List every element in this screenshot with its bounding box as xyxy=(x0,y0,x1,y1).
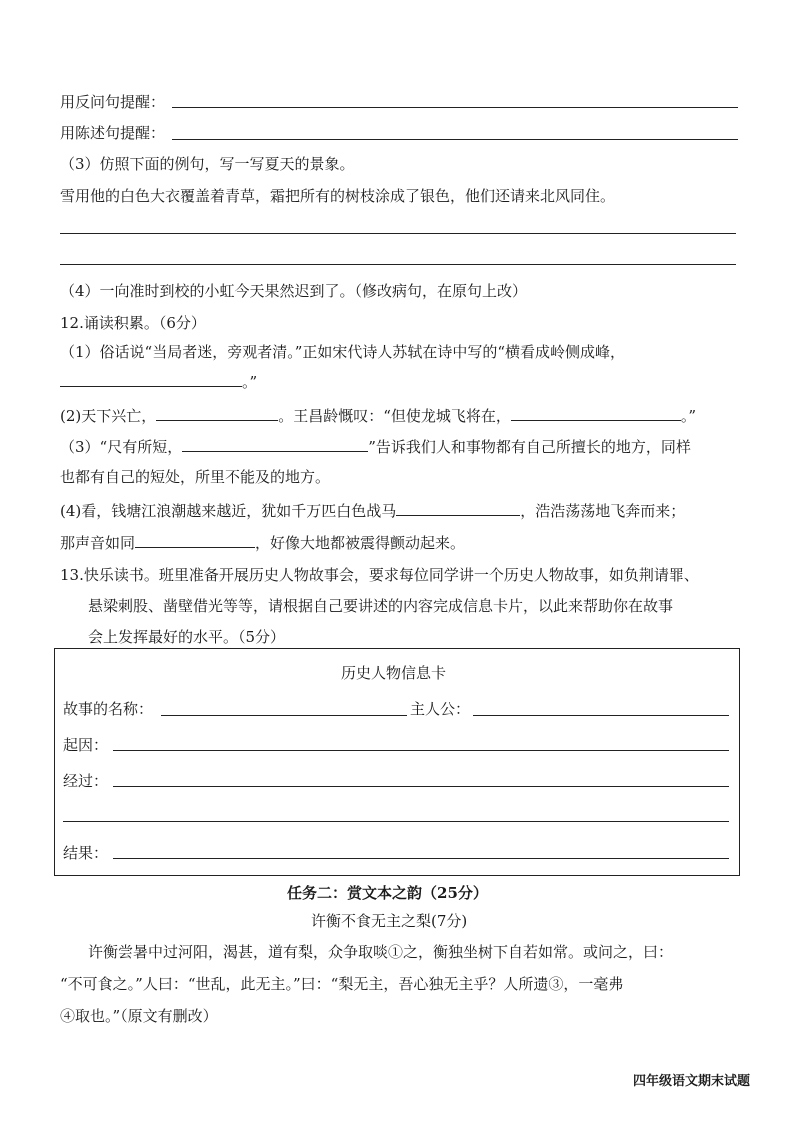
result-field[interactable] xyxy=(113,858,729,859)
task2-heading: 任务二：赏文本之韵（25分） xyxy=(287,884,488,902)
declarative-label: 用陈述句提醒： xyxy=(60,124,166,142)
fill-blank[interactable] xyxy=(396,501,520,516)
q12-4: (4)看，钱塘江浪潮越来越近，犹如千万匹白色战马 ，浩浩荡荡地飞奔而来； xyxy=(60,502,686,520)
cause-field[interactable] xyxy=(113,750,729,751)
protagonist-field[interactable] xyxy=(473,715,729,716)
fill-blank[interactable] xyxy=(60,372,242,387)
process-field-extra[interactable] xyxy=(63,821,729,822)
protagonist-label: 主人公： xyxy=(410,700,471,718)
passage-line1: 许衡尝暑中过河阳，渴甚，道有梨，众争取啖①之，衡独坐树下自若如常。或问之，曰： xyxy=(88,943,674,961)
fill-blank[interactable] xyxy=(182,437,368,452)
q13-line1: 13.快乐读书。班里准备开展历史人物故事会，要求每位同学讲一个历史人物故事，如负荆请罪、 xyxy=(60,566,699,584)
info-card xyxy=(54,648,740,876)
rhetorical-label: 用反问句提醒： xyxy=(60,93,166,111)
q12-3: （3）“尺有所短， ”告诉我们人和事物都有自己所擅长的地方，同样 xyxy=(60,438,691,456)
q11-4-prompt: （4）一向准时到校的小虹今天果然迟到了。（修改病句，在原句上改） xyxy=(60,282,528,300)
story-name-field[interactable] xyxy=(161,715,407,716)
cause-label: 起因： xyxy=(63,736,109,754)
answer-line[interactable] xyxy=(60,264,736,265)
answer-line[interactable] xyxy=(60,233,736,234)
q12-title: 12.诵读积累。（6分） xyxy=(60,314,206,332)
task2-subtitle: 许衡不食无主之梨(7分) xyxy=(311,912,468,930)
passage-line2: “不可食之。”人曰：“世乱，此无主。”曰：“梨无主，吾心独无主乎？人所遗③，一毫弗 xyxy=(60,975,624,993)
card-title: 历史人物信息卡 xyxy=(341,664,447,682)
q12-4-line2: 那声音如同 ，好像大地都被震得颤动起来。 xyxy=(60,534,466,552)
q13-line3: 会上发挥最好的水平。（5分） xyxy=(88,628,286,646)
fill-blank[interactable] xyxy=(156,406,278,421)
passage-line3: ④取也。”（原文有删改） xyxy=(60,1007,218,1025)
answer-line[interactable] xyxy=(172,139,738,140)
footer-label: 四年级语文期末试题 xyxy=(633,1074,751,1089)
q12-1-line2: 。” xyxy=(60,372,257,392)
result-label: 结果： xyxy=(63,844,109,862)
story-name-label: 故事的名称： xyxy=(63,700,154,718)
q11-3-prompt: （3）仿照下面的例句，写一写夏天的景象。 xyxy=(60,155,355,173)
fill-blank[interactable] xyxy=(135,533,255,548)
q11-3-example: 雪用他的白色大衣覆盖着青草，霜把所有的树枝涂成了银色，他们还请来北风同住。 xyxy=(60,187,616,205)
q13-line2: 悬梁刺股、凿壁借光等等，请根据自己要讲述的内容完成信息卡片，以此来帮助你在故事 xyxy=(88,597,674,615)
answer-line[interactable] xyxy=(172,107,738,108)
q12-1-line1: （1）俗话说“当局者迷，旁观者清。”正如宋代诗人苏轼在诗中写的“横看成岭侧成峰， xyxy=(60,343,626,361)
q12-2: (2)天下兴亡， 。王昌龄慨叹：“但使龙城飞将在， 。” xyxy=(60,407,697,425)
process-label: 经过： xyxy=(63,772,109,790)
q12-3-line2: 也都有自己的短处，所里不能及的地方。 xyxy=(60,468,331,486)
fill-blank[interactable] xyxy=(511,406,681,421)
process-field[interactable] xyxy=(113,786,729,787)
